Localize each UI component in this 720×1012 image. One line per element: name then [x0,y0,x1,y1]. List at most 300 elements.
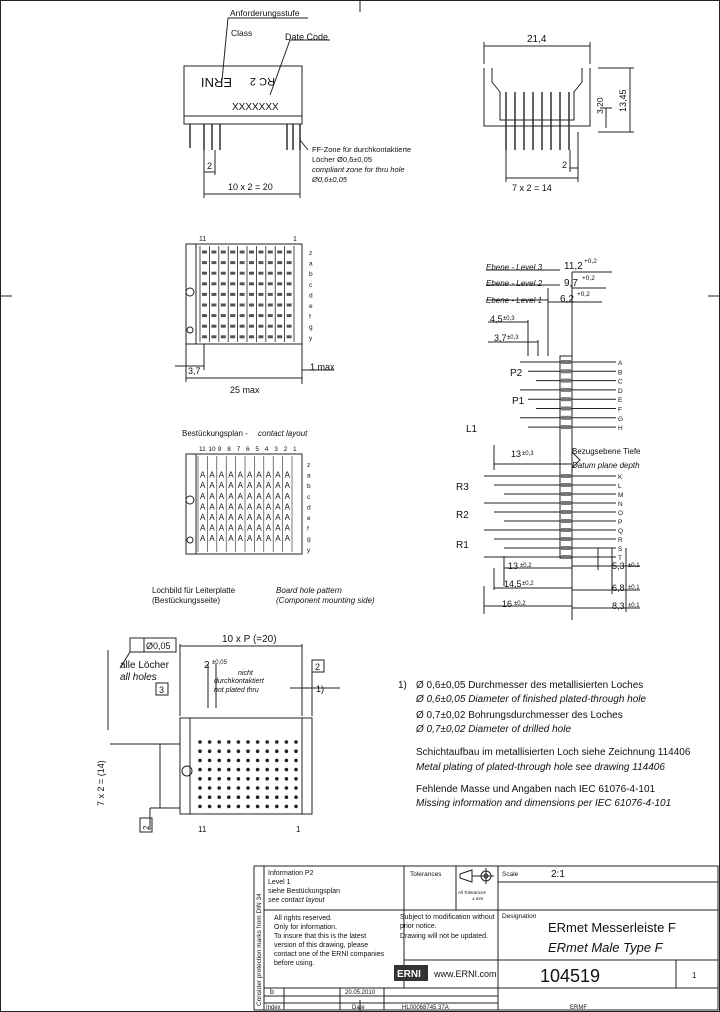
front-contact [287,325,292,328]
layout-cell: A [247,502,253,512]
front-row-label: c [309,281,313,289]
front-contact [268,261,273,264]
rev-date: 20.05.2010 [345,990,376,996]
front-contact [258,282,263,285]
front-contact [268,282,273,285]
board-hole [256,749,260,753]
board-hole [294,795,298,799]
marking-brand: ERNI [200,75,232,90]
front-contact [249,293,254,296]
board-hole [217,759,221,763]
layout-column-label: 3 [274,446,278,453]
side-height-total: 13,45 [618,89,628,112]
layout-cell: A [200,513,206,522]
board-hole [237,768,241,772]
board-hole [265,749,269,753]
front-contact [287,304,292,307]
board-hole [275,777,279,781]
front-row-label: y [309,334,313,342]
layout-cell: A [256,513,262,522]
board-hole [294,759,298,763]
board-hole [275,786,279,790]
board-hole [237,805,241,809]
layout-cell: A [256,534,262,544]
layout-cell: A [275,523,281,533]
front-contact [221,325,226,328]
layout-cell: A [228,470,234,480]
board-hole [208,777,212,781]
layout-cell: A [209,502,215,512]
layout-column-label: 7 [236,446,241,453]
top-view [184,8,411,198]
dim-13b: 13 [508,561,519,571]
board-hole [227,786,231,790]
board-hole [208,805,212,809]
dim-53: 5,3 [612,561,625,571]
note1-en: Ø 0,6±0,05 Diameter of finished plated-through hole [416,694,647,705]
layout-row-label: e [307,515,311,522]
layout-column-label: 1 [293,446,297,453]
board-hole [198,740,202,744]
dim-45-tol: ±0,3 [503,316,515,322]
col-label-start: 11 [198,825,207,834]
layout-cell: A [275,470,281,480]
layout-cell: A [237,513,243,522]
not-plated-de: nicht [238,670,253,677]
rights-line6: before using. [274,960,315,967]
vertical-pitch: 7 x 2 = (14) [96,760,106,806]
level-pin-body [561,492,571,496]
scale-value: 2:1 [551,869,565,880]
board-hole [294,749,298,753]
front-contact [277,272,282,275]
front-contact [268,325,273,328]
front-contact [230,335,235,338]
level-pins [484,360,616,559]
layout-cell: A [275,502,281,512]
layout-cell: A [265,470,272,480]
layout-column-label: 2 [283,446,288,453]
front-contact [249,304,254,307]
board-hole [285,740,289,744]
level-pin-body [561,501,571,505]
layout-cell: A [247,523,253,533]
board-hole [198,795,202,799]
front-contact [240,335,245,338]
front-contact [258,304,263,307]
pitch-2: 2 [204,660,210,671]
level1-label: Ebene - Level 1 [486,296,543,305]
board-hole [294,768,298,772]
info-line3: siehe Bestückungsplan [268,888,340,895]
ff-zone-en2: Ø0,6±0,05 [312,175,347,184]
board-hole [265,768,269,772]
board-hole [285,759,289,763]
layout-cell: A [284,481,290,491]
front-contact [202,272,207,275]
layout-cell: A [265,491,272,501]
board-hole [285,805,289,809]
board-hole [275,768,279,772]
front-contact [211,314,216,317]
front-contact [202,261,207,264]
ff-zone-en: compliant zone for thru hole [312,165,405,174]
subject-line2: prior notice. [400,923,437,930]
scale-label: Scale [502,871,519,878]
date-label: Date [352,1005,365,1011]
board-hole [265,759,269,763]
small-2: 2 [142,825,151,830]
board-hole [256,777,260,781]
drawing-number: 104519 [540,966,601,986]
layout-cell: A [237,481,243,491]
front-contact [287,272,292,275]
board-hole [246,749,250,753]
front-contact [287,314,292,317]
board-hole [227,795,231,799]
board-hole [217,740,221,744]
board-hole [256,786,260,790]
layout-cell: A [284,491,290,501]
front-contact [277,282,282,285]
level-row-label: D [618,387,623,395]
board-hole [275,759,279,763]
level-row-label: B [618,369,623,377]
side-width: 21,4 [527,34,547,45]
front-contact [277,325,282,328]
rights-line3: To insure that this is the latest [274,933,367,940]
front-contact [258,325,263,328]
dim-l2-tol: +0,2 [582,275,595,282]
notes [398,680,691,809]
layout-cell: A [284,513,290,522]
doc-ref: HL00068745 37A [402,1005,449,1011]
board-hole [275,805,279,809]
front-contact [211,304,216,307]
board-hole [227,777,231,781]
board-hole [256,740,260,744]
front-contact [240,314,245,317]
contact-layout [182,429,311,554]
board-pattern [96,586,375,834]
front-contact [211,282,216,285]
pattern-tolerance: Ø0,05 [146,641,171,651]
front-contact [230,304,235,307]
board-hole [227,768,231,772]
l1-label: L1 [466,424,478,435]
note3-de: Schichtaufbau im metallisierten Loch siehe Zeichnung 114406 [416,747,691,758]
level-row-label: K [618,474,623,481]
board-hole [237,740,241,744]
front-row-label: d [309,292,313,300]
front-contact [221,335,226,338]
front-contact [211,251,216,254]
level-pin-body [561,528,571,532]
r2-label: R2 [456,510,469,521]
board-hole [246,777,250,781]
info-line2: Level 1 [268,879,291,886]
side-height-inner: 3,20 [595,97,605,114]
board-hole [265,805,269,809]
level-row-label: A [618,360,623,367]
layout-column-label: 4 [264,446,269,453]
label-level: Anforderungsstufe [230,8,300,18]
level-row-label: N [618,501,623,508]
layout-cell: A [237,523,243,533]
note-marker: 1) [398,680,407,691]
board-hole [237,795,241,799]
dim-13: 13 [511,449,522,459]
front-contact [258,272,263,275]
all-holes-en: all holes [120,672,157,683]
layout-column-label: 6 [246,446,250,453]
layout-cell: A [218,481,225,491]
side-view-pins [506,92,569,150]
r3-label: R3 [456,482,469,493]
level-row-label: G [618,415,624,423]
board-hole [237,786,241,790]
front-view-contacts [200,246,294,342]
board-hole [208,768,212,772]
board-hole [256,759,260,763]
board-hole [237,777,241,781]
dim-83: 8,3 [612,601,625,611]
front-contact [240,261,245,264]
index-label: Index [266,1005,281,1011]
dim-13-tol: ±0,3 [522,451,534,457]
front-contact [202,304,207,307]
board-hole [208,786,212,790]
layout-column-label: 8 [227,446,231,453]
note1-de: Ø 0,6±0,05 Durchmesser des metallisierten Loches [416,680,644,691]
front-contact [240,325,245,328]
level-pin-body [561,425,571,429]
board-hole [208,749,212,753]
layout-row-label: f [307,525,309,533]
board-hole [208,740,212,744]
board-hole [265,795,269,799]
marking-part: XXXXXXX [232,102,279,113]
board-hole [198,768,202,772]
designation-en: ERmet Male Type F [548,940,663,955]
board-hole [256,795,260,799]
board-hole [246,759,250,763]
layout-cell: A [200,491,206,501]
datum-en: Datum plane depth [572,461,640,470]
board-hole [275,795,279,799]
board-hole [217,777,221,781]
layout-cell: A [247,491,253,501]
dim-l1-tol: +0,2 [577,291,590,298]
p2-label: P2 [510,368,523,379]
board-hole [208,795,212,799]
front-contact [211,261,216,264]
front-contact [221,251,226,254]
layout-row-label: b [307,483,311,491]
layout-cell: A [209,523,215,533]
layout-cell: A [275,513,281,522]
layout-column-label: 5 [255,446,260,453]
front-contact [249,261,254,264]
front-contact [202,251,207,254]
layout-cell: A [284,502,290,512]
board-hole [217,805,221,809]
level-row-label: M [618,492,624,499]
dim-16: 16 [502,599,513,609]
front-row-labels [309,250,313,342]
level2-label: Ebene - Level 2 [486,279,543,288]
ff-zone-de2: Löcher Ø0,6±0,05 [312,155,372,164]
front-contact [202,325,207,328]
level-row-label: P [618,519,623,526]
layout-cells [198,456,292,552]
dim-l3-tol: +0,2 [584,258,597,265]
layout-cell: A [209,470,215,480]
board-hole [246,740,250,744]
layout-cell: A [228,534,234,544]
dim-83-tol: ±0,1 [628,603,640,609]
tolerance-symbol [460,868,494,884]
front-contact [277,293,282,296]
front-contact [258,314,263,317]
board-hole [275,749,279,753]
layout-title-en: contact layout [258,429,308,438]
layout-column-label: 10 [208,446,216,453]
front-contact [287,282,292,285]
level-pin-body [561,379,571,383]
layout-cell: A [256,523,262,533]
front-contact [211,293,216,296]
top-length: 10 x 2 = 20 [228,182,273,192]
footer-code: ERMF [570,1005,587,1011]
front-contact [277,314,282,317]
web-address: www.ERNI.com [434,969,497,979]
layout-cell: A [200,481,206,491]
front-contact [211,272,216,275]
board-hole [217,786,221,790]
front-contact [240,272,245,275]
board-hole [227,759,231,763]
board-hole [217,795,221,799]
layout-cell: A [218,502,225,512]
front-contact [258,293,263,296]
level-pin-body [561,397,571,401]
layout-column-label: 9 [217,446,222,453]
level-pin-body [561,510,571,514]
rev-index: b [270,989,274,996]
board-hole [198,805,202,809]
pitch-total: 10 x P (=20) [222,634,277,645]
erni-logo [394,965,428,981]
front-contact [268,272,273,275]
layout-cell: A [265,481,272,491]
front-contact [287,335,292,338]
layout-cell: A [218,513,225,522]
marking-rc: RC 2 [249,75,275,87]
front-contact [268,293,273,296]
level-row-label: R [618,537,623,544]
layout-cell: A [256,470,262,480]
front-row-label: z [309,250,313,257]
layout-column-label: 11 [199,446,206,453]
title-block [254,866,718,1011]
layout-title-de: Bestückungsplan - [182,429,248,438]
rights-line1: All rights reserved. [274,915,332,922]
board-hole [198,749,202,753]
pattern-label-en: Board hole pattern [276,586,342,595]
svg-text:ERNI: ERNI [397,969,421,980]
front-row-label: a [309,260,313,268]
layout-cell: A [228,481,234,491]
layout-cell: A [247,470,253,480]
front-contact [249,251,254,254]
dim-145: 14,5 [504,579,522,589]
front-contact [230,293,235,296]
level-pin-body [561,474,571,478]
not-plated-en: not plated thru [214,687,259,694]
layout-cell: A [284,470,290,480]
subject-line1: Subject to modification without [400,914,495,921]
level-pin-body [561,555,571,559]
board-hole [227,749,231,753]
front-contact [268,314,273,317]
pattern-label-en2: (Component mounting side) [276,596,375,605]
board-hole [265,786,269,790]
ff-zone-de: FF-Zone für durchkontaktierte [312,145,412,154]
front-contact [249,272,254,275]
layout-cell: A [247,534,253,544]
layout-cell: A [209,513,215,522]
board-hole [285,768,289,772]
front-view [175,236,335,395]
board-hole [285,786,289,790]
layout-cell: A [200,502,206,512]
front-contact [258,261,263,264]
front-contact [221,282,226,285]
board-hole [294,777,298,781]
front-contact [268,335,273,338]
level-row-label: F [618,406,622,414]
front-contact [240,282,245,285]
layout-row-label: y [307,546,311,554]
front-contact [249,314,254,317]
level-row-label: T [618,555,622,562]
front-row-label: f [309,313,311,321]
layout-cell: A [265,513,272,522]
side-view [484,34,634,193]
datum-de: Bezugsebene Tiefe [572,447,641,456]
side-note: Consider protection marks from DIN 34 [256,893,263,1006]
front-contact [277,304,282,307]
layout-cell: A [209,491,215,501]
top-pitch: 2 [207,161,213,171]
level-pin-body [561,483,571,487]
layout-cell: A [228,513,234,522]
front-contact [221,272,226,275]
dim-l3: 11,2 [564,261,583,272]
layout-cell: A [247,481,253,491]
layout-cell: A [237,470,243,480]
board-hole [294,805,298,809]
front-contact [221,314,226,317]
pattern-label-de: Lochbild für Leiterplatte [152,586,236,595]
layout-cell: A [218,491,225,501]
front-gap: 1 max [310,362,335,372]
level-row-label: O [618,510,624,517]
front-col-first: 11 [199,236,207,243]
board-hole [285,795,289,799]
layout-cell: A [275,481,281,491]
